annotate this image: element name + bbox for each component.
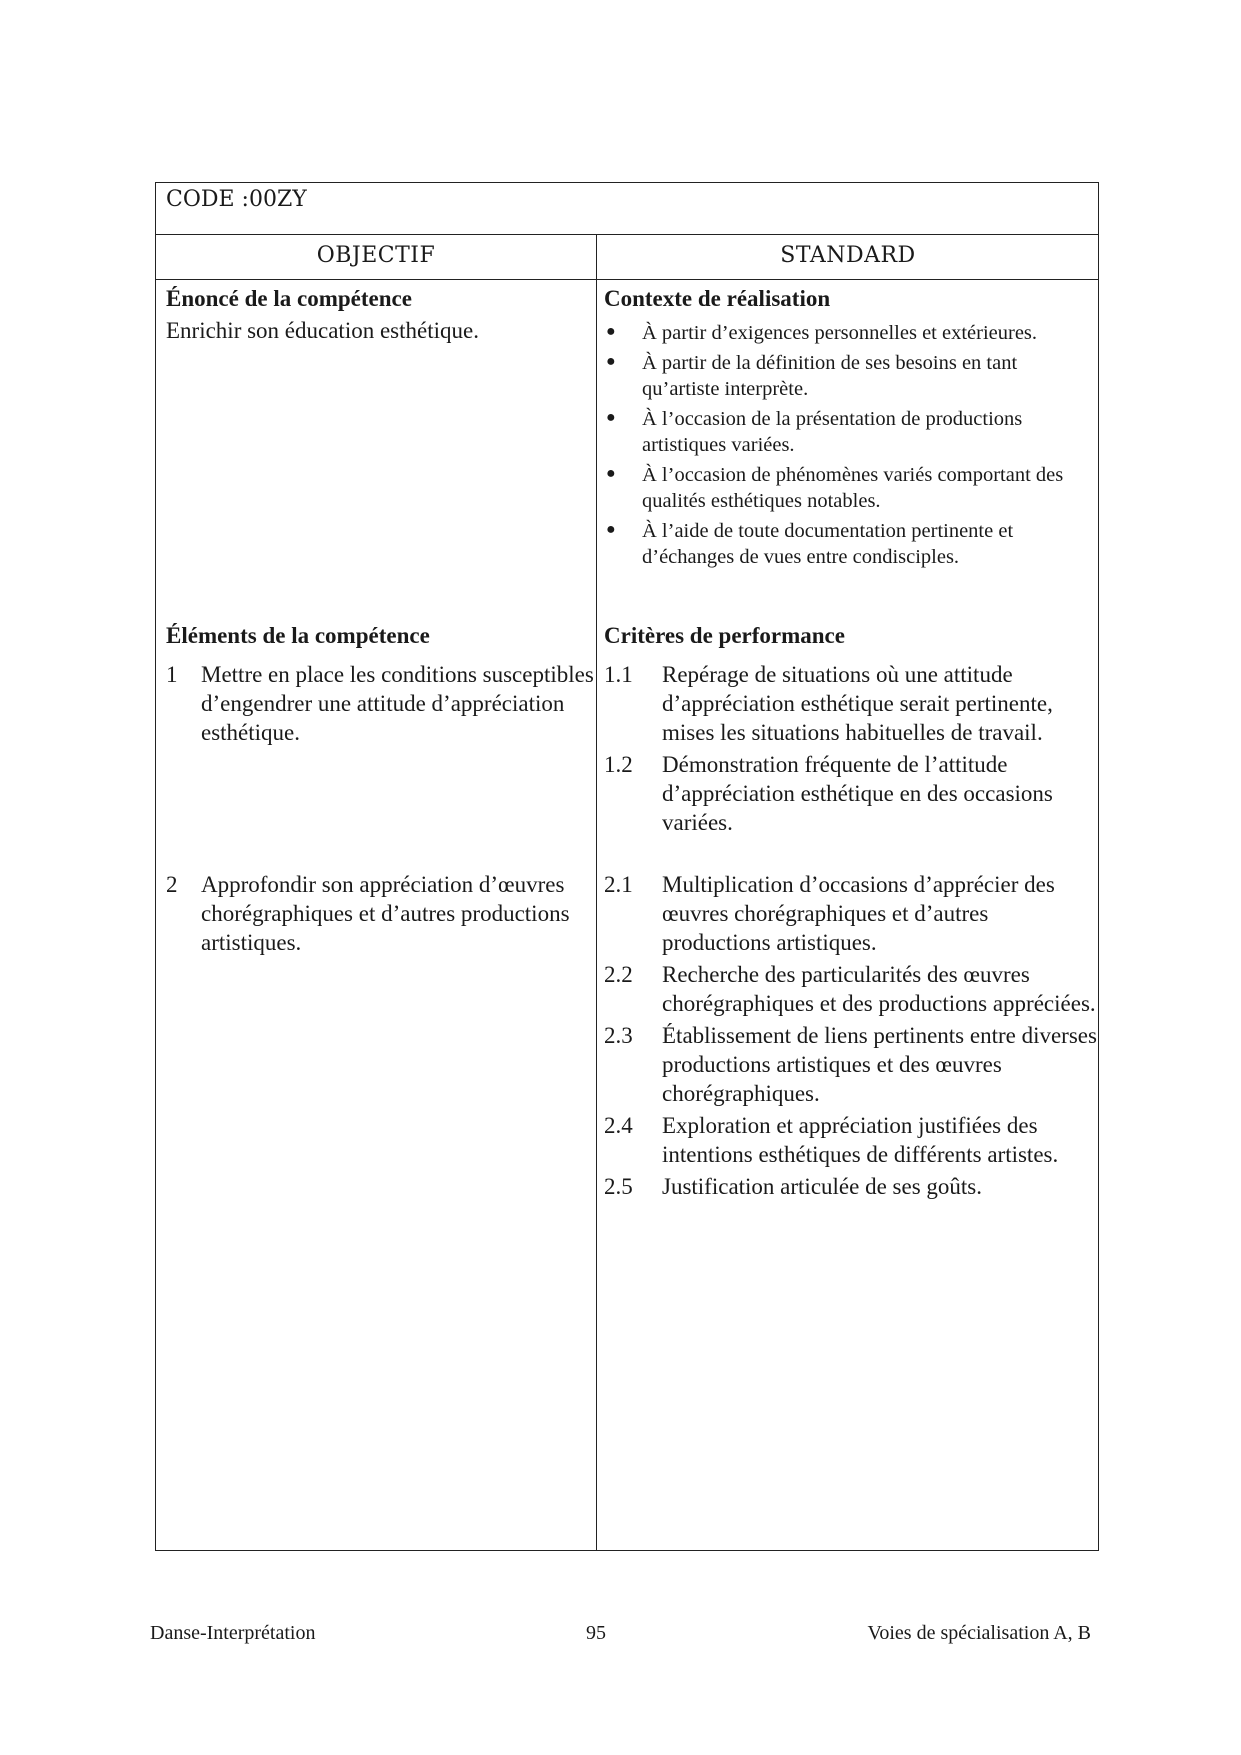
critere-item: 1.2 Démonstration fréquente de l’attitude d’appréciation esthétique en des occasions variées. <box>604 752 1053 835</box>
critere-item: 1.1 Repérage de situations où une attitude d’appréciation esthétique serait pertinente, mises les situations habituelles de travail. <box>604 662 1053 745</box>
page-number: 95 <box>586 1622 606 1644</box>
contexte-item: ● À l’aide de toute documentation pertinente et d’échanges de vues entre condisciples. <box>606 520 1014 568</box>
footer-program: Danse-Interprétation <box>150 1622 316 1644</box>
element-item <box>166 870 621 957</box>
enonce-text: Enrichir son éducation esthétique. <box>166 318 479 343</box>
critere-item: 2.1 Multiplication d’occasions d’apprécier des œuvres chorégraphiques et d’autres productions artistiques. <box>604 872 1055 955</box>
critere-item: 2.3 Établissement de liens pertinents entre diverses productions artistiques et des œuvres chorégraphiques. <box>604 1023 1097 1106</box>
competency-code: CODE :00ZY <box>166 187 307 212</box>
standard-header: STANDARD <box>780 243 916 268</box>
criteres-title: Critères de performance <box>604 623 845 648</box>
footer-specialization: Voies de spécialisation A, B <box>867 1622 1091 1644</box>
critere-item: 2.5 Justification articulée de ses goûts. <box>604 1174 983 1199</box>
element-text: Mettre en place les conditions susceptibles d’engendrer une attitude d’appréciation esthétique. <box>201 662 594 745</box>
contexte-title: Contexte de réalisation <box>604 286 831 311</box>
contexte-list <box>604 320 1074 570</box>
objectif-column <box>166 280 594 955</box>
column-header-row <box>156 235 1098 280</box>
critere-item: 2.2 Recherche des particularités des œuvres chorégraphiques et des productions appréciées. <box>604 962 1096 1016</box>
element-number: 1 <box>166 662 178 687</box>
standard-column <box>604 280 1098 1199</box>
contexte-item: ● À l’occasion de la présentation de productions artistiques variées. <box>606 408 1023 456</box>
contexte-item: ● À partir d’exigences personnelles et extérieures. <box>606 322 1038 344</box>
element-number: 2 <box>166 872 178 897</box>
competency-table <box>155 182 1099 1551</box>
criteres-group-2 <box>604 870 1098 1204</box>
criteres-group-1 <box>604 660 1098 840</box>
elements-title: Éléments de la compétence <box>166 623 430 648</box>
critere-item: 2.4 Exploration et appréciation justifiées des intentions esthétiques de différents artistes. <box>604 1113 1059 1167</box>
code-row <box>156 183 1098 235</box>
element-text: Approfondir son appréciation d’œuvres chorégraphiques et d’autres productions artistiques. <box>201 872 570 955</box>
objectif-header: OBJECTIF <box>316 243 436 268</box>
element-item <box>166 660 621 747</box>
enonce-title: Énoncé de la compétence <box>166 286 412 311</box>
contexte-item: ● À l’occasion de phénomènes variés comportant des qualités esthétiques notables. <box>606 464 1064 512</box>
contexte-item: ● À partir de la définition de ses besoins en tant qu’artiste interprète. <box>606 352 1018 400</box>
